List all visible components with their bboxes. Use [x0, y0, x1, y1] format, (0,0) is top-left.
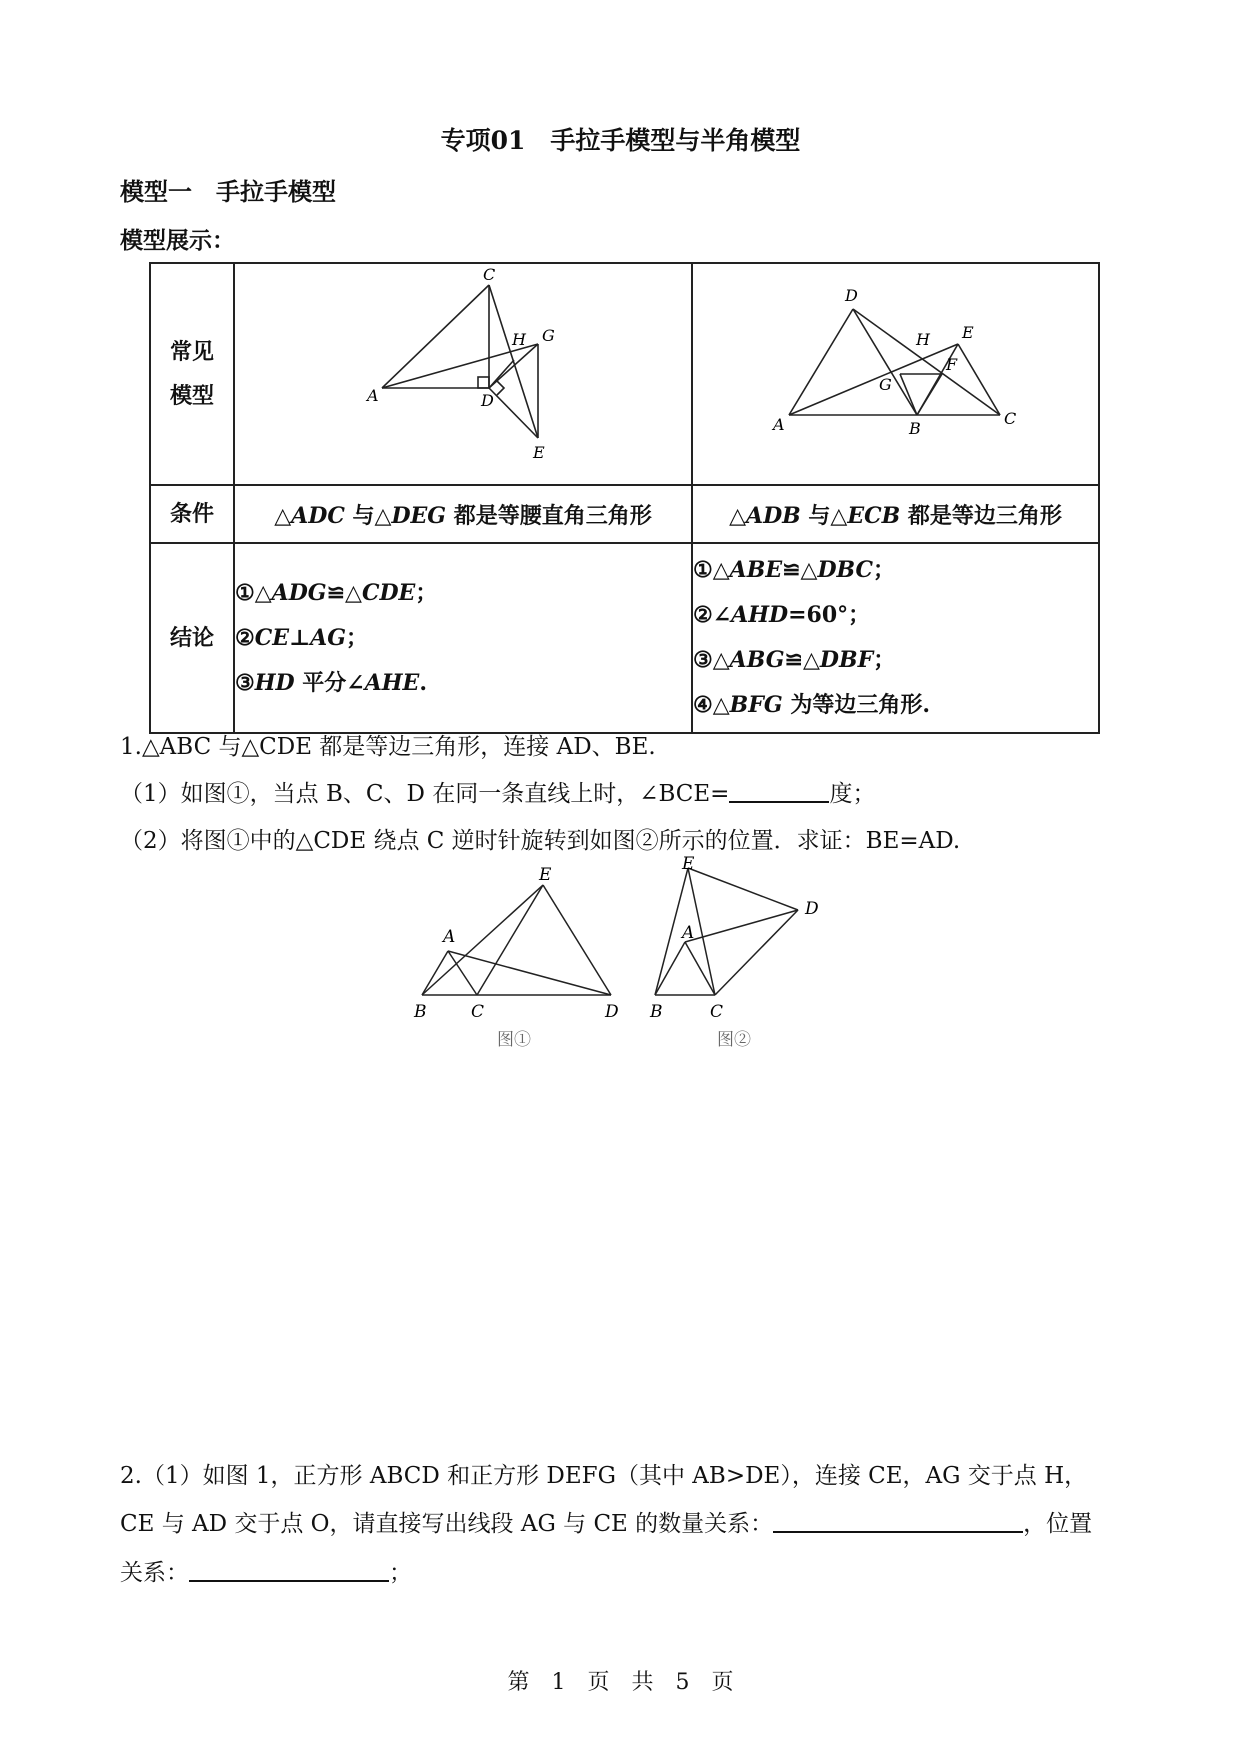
fig2-label-a: A — [682, 923, 695, 943]
fig1-label-c: C — [471, 1002, 485, 1022]
problem1-part1: （1）如图①，当点 B、C、D 在同一条直线上时，∠BCE= 度； — [120, 781, 876, 807]
page-footer: 第 1 页 共 5 页 — [507, 1670, 734, 1695]
label-e: E — [533, 443, 545, 462]
fig2-label-c: C — [710, 1002, 724, 1022]
left-condition: △ADC 与△DEG 都是等腰直角三角形 — [234, 485, 692, 543]
label-g: G — [879, 375, 892, 394]
row-head-conclusions: 结论 — [150, 543, 234, 733]
label-h: H — [512, 330, 526, 349]
fig1-label-b: B — [414, 1002, 427, 1022]
fig2-label-b: B — [650, 1002, 663, 1022]
left-conclusion-3: ③HD 平分∠AHE. — [235, 669, 427, 696]
label-c: C — [1004, 409, 1017, 428]
fig2-label-e: E — [682, 855, 695, 874]
label-b: B — [909, 419, 921, 438]
fig1-caption: 图① — [497, 1030, 531, 1050]
figure-right-cell — [692, 263, 1099, 485]
fig2-caption: 图② — [717, 1030, 751, 1050]
figure-isosceles-right-triangles — [235, 264, 691, 478]
page-title: 专项01 手拉手模型与半角模型 — [440, 126, 801, 155]
figure-left-cell — [234, 263, 692, 485]
model-table — [149, 262, 1100, 734]
problem1-stem: 1.△ABC 与△CDE 都是等边三角形，连接 AD、BE. — [120, 734, 656, 760]
label-h: H — [916, 330, 930, 349]
answer-blank-position[interactable] — [189, 1560, 389, 1582]
label-a: A — [367, 386, 379, 405]
right-conclusion-4: ④△BFG 为等边三角形. — [693, 692, 930, 718]
label-e: E — [962, 323, 974, 342]
fig1-label-e: E — [539, 865, 552, 885]
label-c: C — [483, 265, 496, 284]
problem2-line1: 2.（1）如图 1，正方形 ABCD 和正方形 DEFG（其中 AB>DE），连接 CE，AG 交于点 H， — [120, 1463, 1088, 1489]
left-conclusion-1: ①△ADG≌△CDE； — [235, 579, 438, 606]
row-head-models: 常见 模型 — [150, 263, 234, 485]
fig1-label-d: D — [605, 1002, 619, 1022]
right-conclusion-2: ②∠AHD=60°； — [693, 602, 871, 628]
fig1-label-a: A — [443, 927, 456, 947]
label-d: D — [481, 391, 494, 410]
section-heading: 模型一 手拉手模型 — [120, 177, 336, 206]
right-conclusion-1: ①△ABE≌△DBC； — [693, 557, 896, 583]
problem2-line2: CE 与 AD 交于点 O，请直接写出线段 AG 与 CE 的数量关系： ，位置 — [120, 1511, 1093, 1537]
problem1-part2: （2）将图①中的△CDE 绕点 C 逆时针旋转到如图②所示的位置．求证：BE=AD. — [120, 828, 961, 854]
problem1-figures — [405, 855, 845, 1055]
left-conclusions — [234, 543, 692, 733]
left-conclusion-2: ②CE⊥AG； — [235, 624, 369, 651]
problem2-line3: 关系： ； — [120, 1560, 412, 1586]
answer-blank-angle[interactable] — [729, 781, 829, 803]
fig2-label-d: D — [805, 899, 819, 919]
right-conclusions — [692, 543, 1099, 733]
label-d: D — [845, 286, 858, 305]
right-condition: △ADB 与△ECB 都是等边三角形 — [692, 485, 1099, 543]
label-f: F — [946, 355, 958, 374]
label-g: G — [542, 326, 555, 345]
row-head-conditions: 条件 — [150, 485, 234, 543]
answer-blank-quantity[interactable] — [773, 1511, 1023, 1533]
label-a: A — [773, 415, 785, 434]
section-subheading: 模型展示： — [120, 227, 235, 254]
figure-equilateral-triangles — [693, 264, 1098, 478]
right-conclusion-3: ③△ABG≌△DBF； — [693, 647, 896, 673]
